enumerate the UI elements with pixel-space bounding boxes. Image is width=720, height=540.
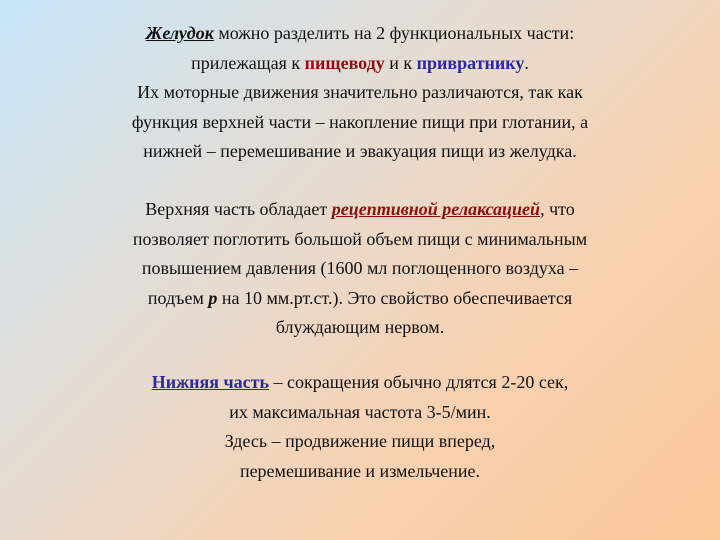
p1-line-4: функция верхней части – накопление пищи при глотании, а: [131, 111, 589, 132]
p3-line-3: Здесь – продвижение пищи вперед,: [224, 431, 496, 451]
p1-line-1-text: можно разделить на 2 функциональных части:: [213, 23, 575, 43]
p1-line-5: нижней – перемешивание и эвакуация пищи из желудка.: [143, 141, 577, 161]
p1-line-3: Их моторные движения значительно различаются, так как: [137, 82, 583, 102]
symbol-pressure: р: [208, 287, 218, 308]
p2-line-4: [60, 284, 660, 314]
p2-line-4-text-b: на 10 мм.рт.ст.). Это свойство обеспечивается: [217, 287, 573, 308]
p2-line-1: [60, 195, 660, 225]
p2-line-4-text-a: подъем: [147, 287, 209, 308]
term-stomach: Желудок: [145, 23, 214, 43]
p3-line-1-text: – сокращения обычно длятся 2-20 сек,: [269, 372, 569, 392]
p2-line-2: позволяет поглотить большой объем пищи с минимальным: [132, 228, 588, 249]
p2-line-1-text-a: Верхняя часть обладает: [145, 199, 332, 219]
p1-line-2-text-c: .: [524, 52, 529, 73]
p1-line-2-text-a: прилежащая к: [191, 52, 305, 73]
p1-line-1: [60, 19, 660, 49]
term-esophagus: пищеводу: [304, 52, 385, 73]
p2-line-1-text-b: , что: [540, 199, 575, 219]
p3-line-1: [60, 368, 660, 398]
term-lower-part: Нижняя часть: [151, 372, 269, 392]
paragraph-stomach-parts: [60, 19, 660, 167]
p1-line-2-text-b: и к: [384, 52, 417, 73]
paragraph-upper-part: [60, 195, 660, 343]
term-receptive-relaxation: рецептивной релаксацией: [331, 199, 541, 219]
p2-line-5: блуждающим нервом.: [275, 317, 445, 337]
term-pylorus: привратнику: [416, 52, 525, 73]
p1-line-2: [60, 49, 660, 79]
p2-line-3: повышением давления (1600 мл поглощенного воздуха –: [141, 258, 579, 278]
p3-line-4: перемешивание и измельчение.: [239, 460, 481, 481]
p3-line-2: их максимальная частота 3-5/мин.: [229, 401, 491, 422]
paragraph-lower-part: [60, 368, 660, 486]
